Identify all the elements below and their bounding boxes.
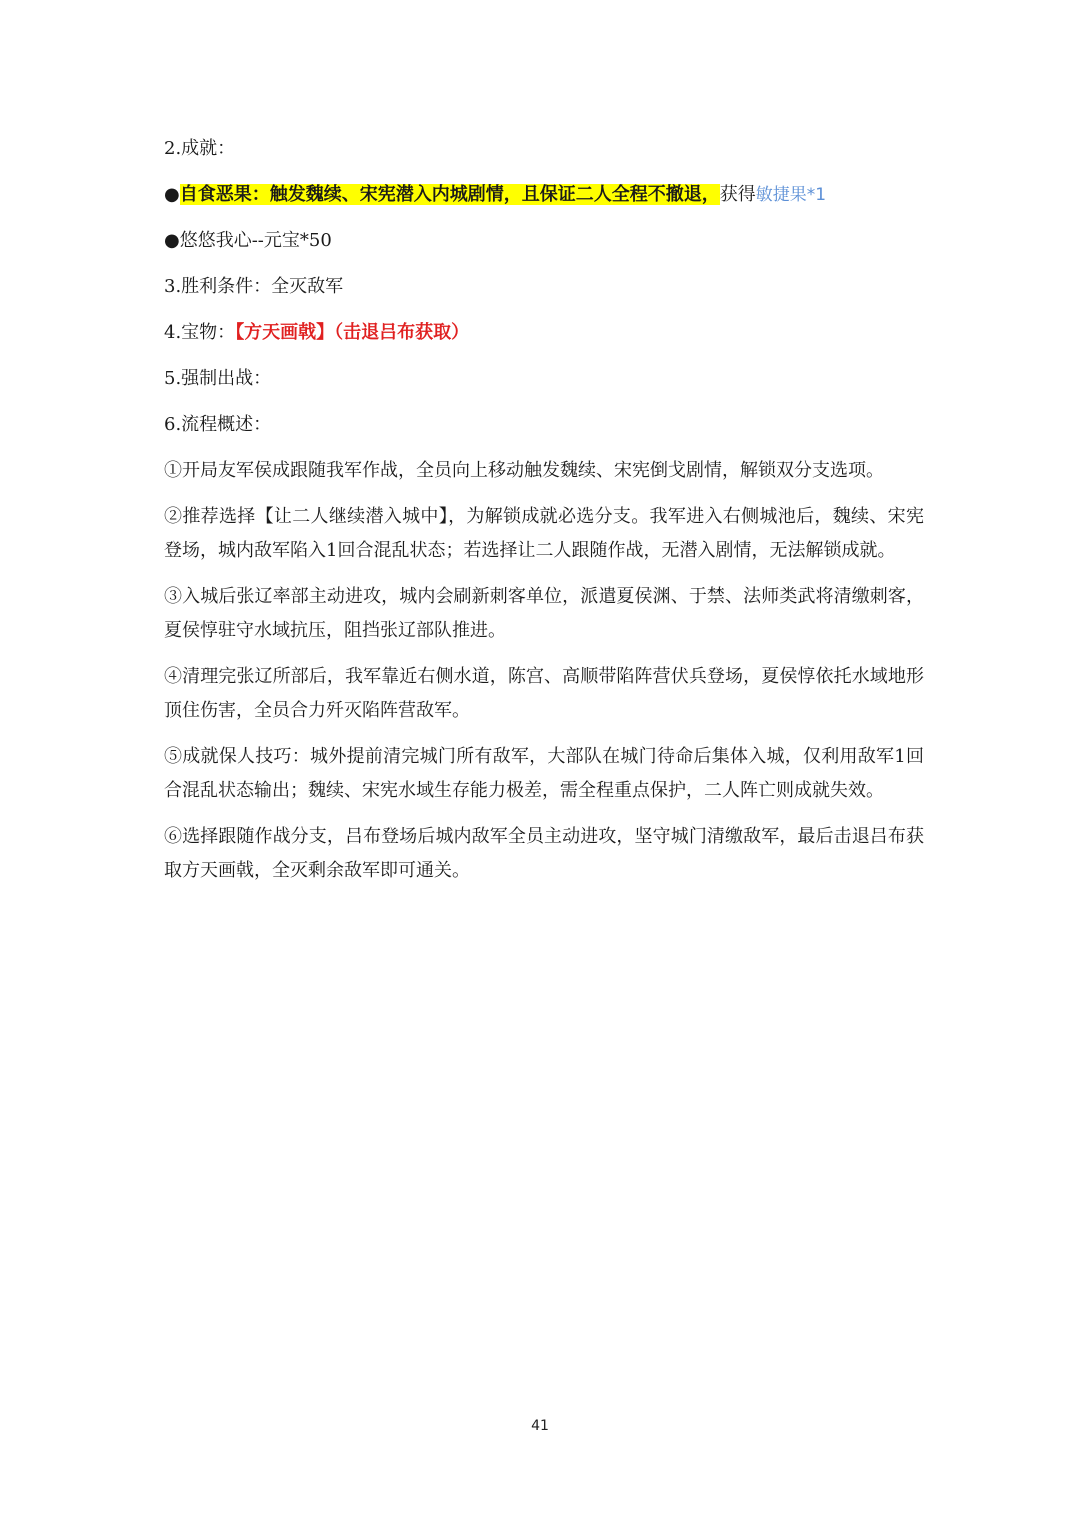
overview-heading: 6.流程概述： (164, 414, 272, 435)
treasure-line (164, 316, 924, 350)
step-3: ③入城后张辽率部主动进攻，城内会刷新刺客单位，派遣夏侯渊、于禁、法师类武将清缴刺客，夏侯惇驻守水域抗压，阻挡张辽部队推进。 (164, 586, 924, 641)
forced-deploy: 5.强制出战： (164, 368, 272, 389)
bullet: ● (164, 184, 180, 205)
achievement-heading: 2.成就： (164, 138, 236, 159)
treasure-value: 【方天画戟】（击退吕布获取） (235, 322, 470, 343)
victory-condition: 3.胜利条件：全灭敌军 (164, 276, 344, 297)
treasure-label: 4.宝物： (164, 322, 236, 343)
get-label: 获得 (719, 184, 756, 205)
step-5: ⑤成就保人技巧：城外提前清完城门所有敌军，大部队在城门待命后集体入城，仅利用敌军1回合混乱状态输出；魏续、宋宪水域生存能力极差，需全程重点保护，二人阵亡则成就失效。 (164, 746, 924, 801)
achievement-item-2: ●悠悠我心--元宝*50 (164, 230, 332, 251)
reward-link[interactable]: 敏捷果*1 (755, 185, 827, 205)
achievement-item-1 (164, 178, 924, 212)
step-2: ②推荐选择【让二人继续潜入城中】，为解锁成就必选分支。我军进入右侧城池后，魏续、宋宪登场，城内敌军陷入1回合混乱状态；若选择让二人跟随作战，无潜入剧情，无法解锁成就。 (164, 506, 924, 561)
highlighted-achievement-text: 自食恶果：触发魏续、宋宪潜入内城剧情，且保证二人全程不撤退， (179, 184, 720, 205)
document-body (164, 132, 924, 888)
page-number: 41 (531, 1418, 549, 1434)
step-6: ⑥选择跟随作战分支，吕布登场后城内敌军全员主动进攻，坚守城门清缴敌军，最后击退吕布获取方天画戟，全灭剩余敌军即可通关。 (164, 826, 924, 881)
step-1: ①开局友军侯成跟随我军作战，全员向上移动触发魏续、宋宪倒戈剧情，解锁双分支选项。 (164, 460, 884, 481)
step-4: ④清理完张辽所部后，我军靠近右侧水道，陈宫、高顺带陷阵营伏兵登场，夏侯惇依托水域地形顶住伤害，全员合力歼灭陷阵营敌军。 (164, 666, 924, 721)
